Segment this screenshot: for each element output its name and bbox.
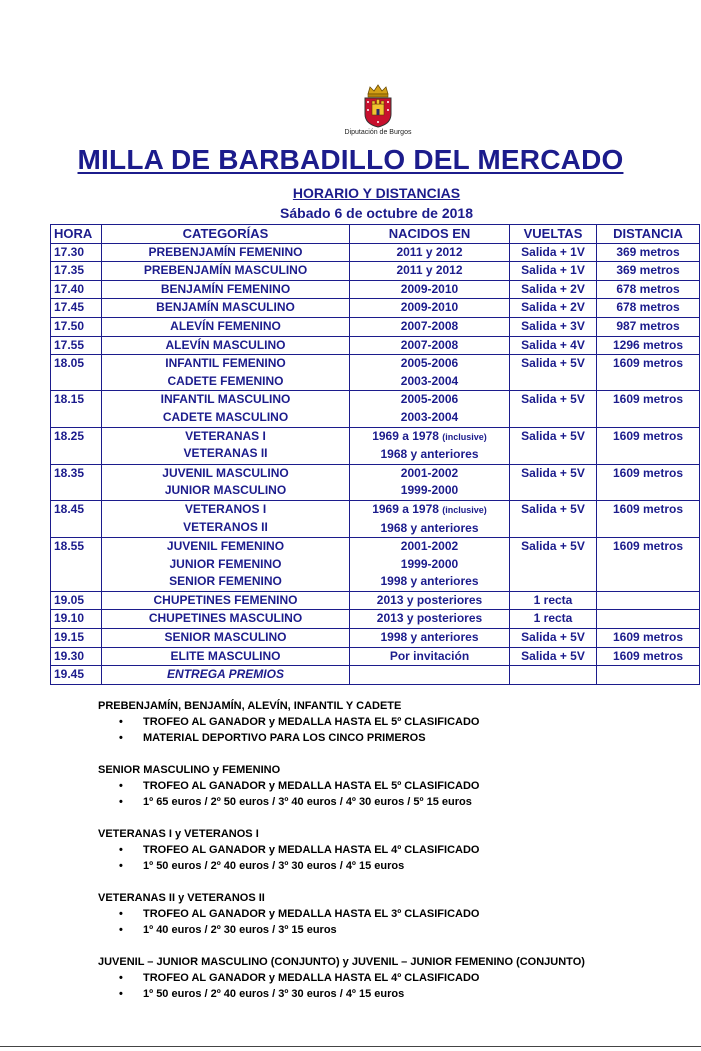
nacidos-text: 2007-2008 — [400, 318, 459, 333]
cell-vueltas: Salida + 3V — [510, 317, 597, 336]
prize-item-text: 1º 65 euros / 2º 50 euros / 3º 40 euros / 4º 30 euros / 5º 15 euros — [143, 796, 472, 808]
cell-vueltas: Salida + 5V — [510, 391, 597, 427]
prize-item-text: MATERIAL DEPORTIVO PARA LOS CINCO PRIMEROS — [143, 732, 426, 744]
table-row — [51, 538, 700, 592]
table-row — [51, 355, 700, 391]
bullet-icon: • — [119, 732, 123, 744]
nacidos-text: 2011 y 2012 — [396, 263, 463, 278]
prize-item-text: 1º 40 euros / 2º 30 euros / 3º 15 euros — [143, 924, 337, 936]
prize-item — [98, 922, 678, 938]
cell-nacidos — [350, 243, 510, 262]
nacidos-text: 1999-2000 — [400, 556, 459, 571]
cell-hora: 18.25 — [51, 427, 102, 464]
cell-vueltas: Salida + 1V — [510, 262, 597, 281]
cell-vueltas: Salida + 4V — [510, 336, 597, 355]
prizes-section — [98, 698, 678, 1018]
bullet-icon: • — [119, 860, 123, 872]
nacidos-line — [353, 538, 506, 556]
cell-hora: 19.30 — [51, 647, 102, 666]
prize-group-heading: VETERANAS I y VETERANOS I — [98, 828, 259, 840]
cell-distancia: 1609 metros — [597, 464, 700, 500]
nacidos-text: 2005-2006 — [400, 392, 459, 407]
cell-categoria — [102, 500, 350, 537]
bullet-icon: • — [119, 908, 123, 920]
categoria-line: JUNIOR MASCULINO — [164, 483, 287, 498]
nacidos-line — [353, 428, 506, 447]
table-header-row — [51, 225, 700, 244]
categoria-line: PREBENJAMÍN MASCULINO — [143, 263, 308, 278]
cell-nacidos — [350, 336, 510, 355]
nacidos-line — [353, 355, 506, 373]
nacidos-text: 1968 y anteriores — [380, 520, 479, 535]
cell-hora: 19.05 — [51, 591, 102, 610]
cell-categoria — [102, 591, 350, 610]
prize-group-heading: JUVENIL – JUNIOR MASCULINO (CONJUNTO) y JUVENIL – JUNIOR FEMENINO (CONJUNTO) — [98, 956, 585, 968]
page-title: MILLA DE BARBADILLO DEL MERCADO — [77, 144, 624, 175]
cell-distancia — [597, 610, 700, 629]
cell-hora: 18.35 — [51, 464, 102, 500]
bottom-divider — [0, 1046, 701, 1047]
table-row — [51, 280, 700, 299]
prize-item-text: TROFEO AL GANADOR y MEDALLA HASTA EL 5º CLASIFICADO — [143, 716, 480, 728]
nacidos-text: 2013 y posteriores — [376, 592, 483, 607]
bullet-icon: • — [119, 988, 123, 1000]
cell-categoria — [102, 464, 350, 500]
cell-distancia — [597, 666, 700, 685]
cell-distancia: 1296 metros — [597, 336, 700, 355]
nacidos-line — [353, 244, 506, 262]
cell-distancia: 369 metros — [597, 243, 700, 262]
cell-nacidos — [350, 538, 510, 592]
bullet-icon: • — [119, 972, 123, 984]
cell-hora: 19.15 — [51, 629, 102, 648]
table-row — [51, 629, 700, 648]
cell-distancia: 1609 metros — [597, 647, 700, 666]
categoria-line: JUVENIL FEMENINO — [166, 539, 285, 554]
cell-nacidos — [350, 666, 510, 685]
nacidos-text: 1998 y anteriores — [380, 630, 479, 645]
nacidos-line — [353, 373, 506, 391]
prize-item-text: 1º 50 euros / 2º 40 euros / 3º 30 euros / 4º 15 euros — [143, 988, 405, 1000]
cell-hora: 18.55 — [51, 538, 102, 592]
logo-caption: Diputación de Burgos — [344, 129, 412, 136]
categoria-line: BENJAMÍN MASCULINO — [156, 300, 295, 315]
bullet-icon: • — [119, 844, 123, 856]
column-header-categorias: CATEGORÍAS — [102, 225, 350, 244]
prize-group-heading: VETERANAS II y VETERANOS II — [98, 892, 265, 904]
table-row — [51, 647, 700, 666]
nacidos-line — [353, 648, 506, 666]
prize-group — [98, 762, 678, 810]
cell-categoria — [102, 538, 350, 592]
nacidos-text: 1999-2000 — [400, 483, 459, 498]
nacidos-line — [353, 610, 506, 628]
nacidos-text: 2009-2010 — [400, 300, 459, 315]
nacidos-line — [353, 446, 506, 464]
cell-distancia: 678 metros — [597, 280, 700, 299]
cell-categoria — [102, 647, 350, 666]
cell-categoria — [102, 610, 350, 629]
cell-hora: 17.50 — [51, 317, 102, 336]
prize-item — [98, 970, 678, 986]
nacidos-line — [353, 520, 506, 538]
cell-distancia: 1609 metros — [597, 391, 700, 427]
event-date: Sábado 6 de octubre de 2018 — [280, 205, 473, 221]
table-row — [51, 427, 700, 464]
categoria-line: VETERANOS I — [184, 501, 267, 516]
nacidos-line — [353, 465, 506, 483]
cell-categoria — [102, 355, 350, 391]
cell-hora: 18.05 — [51, 355, 102, 391]
schedule-table — [50, 224, 700, 685]
nacidos-line — [353, 629, 506, 647]
nacidos-text: 1998 y anteriores — [380, 574, 479, 589]
cell-nacidos — [350, 280, 510, 299]
categoria-line: ALEVÍN FEMENINO — [170, 318, 281, 333]
cell-categoria — [102, 391, 350, 427]
categoria-line: ENTREGA PREMIOS — [167, 667, 284, 682]
nacidos-line — [353, 262, 506, 280]
cell-vueltas: Salida + 5V — [510, 538, 597, 592]
cell-vueltas: 1 recta — [510, 610, 597, 629]
cell-hora: 17.30 — [51, 243, 102, 262]
cell-vueltas: Salida + 1V — [510, 243, 597, 262]
cell-nacidos — [350, 391, 510, 427]
cell-distancia: 1609 metros — [597, 629, 700, 648]
nacidos-text: 2013 y posteriores — [376, 611, 483, 626]
categoria-line: ALEVÍN MASCULINO — [165, 337, 286, 352]
table-row — [51, 500, 700, 537]
column-header-distancia: DISTANCIA — [597, 225, 700, 244]
categoria-line: BENJAMÍN FEMENINO — [160, 281, 291, 296]
nacidos-text: 1968 y anteriores — [380, 447, 479, 462]
prize-item — [98, 986, 678, 1002]
table-row — [51, 317, 700, 336]
cell-nacidos — [350, 464, 510, 500]
prize-item — [98, 906, 678, 922]
cell-categoria — [102, 299, 350, 318]
categoria-line: CADETE MASCULINO — [162, 409, 289, 424]
nacidos-line — [353, 501, 506, 520]
categoria-line: INFANTIL FEMENINO — [165, 356, 286, 371]
nacidos-text: 2005-2006 — [400, 356, 459, 371]
cell-nacidos — [350, 500, 510, 537]
categoria-line: CHUPETINES FEMENINO — [153, 592, 298, 607]
cell-hora: 18.15 — [51, 391, 102, 427]
diputacion-logo — [333, 84, 423, 136]
column-header-vueltas: VUELTAS — [510, 225, 597, 244]
categoria-line: PREBENJAMÍN FEMENINO — [148, 244, 303, 259]
table-row — [51, 336, 700, 355]
cell-categoria — [102, 629, 350, 648]
cell-hora: 17.40 — [51, 280, 102, 299]
nacidos-line — [353, 573, 506, 591]
nacidos-text: 2001-2002 — [400, 465, 459, 480]
prize-item — [98, 730, 678, 746]
cell-hora: 19.10 — [51, 610, 102, 629]
cell-nacidos — [350, 262, 510, 281]
nacidos-line — [353, 556, 506, 574]
categoria-line: CADETE FEMENINO — [167, 373, 284, 388]
cell-nacidos — [350, 610, 510, 629]
nacidos-note: (inclusive) — [442, 431, 487, 442]
cell-vueltas: Salida + 5V — [510, 464, 597, 500]
cell-nacidos — [350, 591, 510, 610]
bullet-icon: • — [119, 716, 123, 728]
prize-item-text: TROFEO AL GANADOR y MEDALLA HASTA EL 3º CLASIFICADO — [143, 908, 480, 920]
nacidos-line — [353, 409, 506, 427]
cell-distancia: 1609 metros — [597, 500, 700, 537]
nacidos-text: 2003-2004 — [400, 373, 459, 388]
cell-vueltas — [510, 666, 597, 685]
column-header-hora: HORA — [51, 225, 102, 244]
cell-distancia: 369 metros — [597, 262, 700, 281]
table-row — [51, 464, 700, 500]
cell-categoria — [102, 243, 350, 262]
nacidos-line — [353, 482, 506, 500]
nacidos-line — [353, 592, 506, 610]
prize-group — [98, 826, 678, 874]
categoria-line: JUVENIL MASCULINO — [162, 465, 289, 480]
nacidos-text: 2011 y 2012 — [396, 244, 463, 259]
bullet-icon: • — [119, 796, 123, 808]
categoria-line: CHUPETINES MASCULINO — [148, 611, 303, 626]
table-row — [51, 262, 700, 281]
cell-vueltas: Salida + 2V — [510, 280, 597, 299]
nacidos-line — [353, 281, 506, 299]
prize-item — [98, 794, 678, 810]
cell-categoria — [102, 427, 350, 464]
cell-vueltas: Salida + 5V — [510, 500, 597, 537]
table-row — [51, 391, 700, 427]
cell-vueltas: 1 recta — [510, 591, 597, 610]
cell-hora: 19.45 — [51, 666, 102, 685]
prize-item-text: 1º 50 euros / 2º 40 euros / 3º 30 euros / 4º 15 euros — [143, 860, 405, 872]
prize-item — [98, 842, 678, 858]
cell-distancia: 1609 metros — [597, 538, 700, 592]
cell-categoria — [102, 666, 350, 685]
categoria-line: VETERANAS II — [183, 446, 268, 461]
prize-group-heading: PREBENJAMÍN, BENJAMÍN, ALEVÍN, INFANTIL Y CADETE — [98, 700, 402, 712]
cell-distancia: 1609 metros — [597, 355, 700, 391]
nacidos-line — [353, 337, 506, 355]
prize-item — [98, 858, 678, 874]
cell-categoria — [102, 336, 350, 355]
cell-categoria — [102, 280, 350, 299]
categoria-line: SENIOR FEMENINO — [169, 574, 282, 589]
cell-nacidos — [350, 647, 510, 666]
prize-item-text: TROFEO AL GANADOR y MEDALLA HASTA EL 4º CLASIFICADO — [143, 972, 480, 984]
categoria-line: INFANTIL MASCULINO — [160, 392, 291, 407]
cell-distancia: 987 metros — [597, 317, 700, 336]
nacidos-text: 1969 a 1978 — [372, 501, 439, 516]
table-row — [51, 666, 700, 685]
nacidos-text: 2007-2008 — [400, 337, 459, 352]
nacidos-line — [353, 318, 506, 336]
table-row — [51, 243, 700, 262]
nacidos-text: 2001-2002 — [400, 539, 459, 554]
cell-distancia: 678 metros — [597, 299, 700, 318]
nacidos-text: 2009-2010 — [400, 281, 459, 296]
prize-item-text: TROFEO AL GANADOR y MEDALLA HASTA EL 4º CLASIFICADO — [143, 844, 480, 856]
cell-vueltas: Salida + 5V — [510, 355, 597, 391]
table-row — [51, 299, 700, 318]
cell-nacidos — [350, 427, 510, 464]
categoria-line: ELITE MASCULINO — [170, 648, 281, 663]
cell-distancia: 1609 metros — [597, 427, 700, 464]
cell-nacidos — [350, 317, 510, 336]
cell-vueltas: Salida + 5V — [510, 629, 597, 648]
nacidos-note: (inclusive) — [442, 504, 487, 515]
cell-hora: 17.45 — [51, 299, 102, 318]
cell-nacidos — [350, 355, 510, 391]
prize-group-heading: SENIOR MASCULINO y FEMENINO — [98, 764, 281, 776]
categoria-line: VETERANOS II — [183, 519, 268, 534]
cell-hora: 18.45 — [51, 500, 102, 537]
nacidos-text: 1969 a 1978 — [372, 428, 439, 443]
cell-distancia — [597, 591, 700, 610]
prize-group — [98, 890, 678, 938]
categoria-line: SENIOR MASCULINO — [164, 630, 287, 645]
prize-group — [98, 954, 678, 1002]
table-row — [51, 591, 700, 610]
cell-vueltas: Salida + 5V — [510, 647, 597, 666]
prize-item — [98, 778, 678, 794]
nacidos-text: 2003-2004 — [400, 409, 459, 424]
column-header-nacidos: NACIDOS EN — [350, 225, 510, 244]
cell-hora: 17.55 — [51, 336, 102, 355]
prize-item-text: TROFEO AL GANADOR y MEDALLA HASTA EL 5º CLASIFICADO — [143, 780, 480, 792]
prize-item — [98, 714, 678, 730]
cell-nacidos — [350, 299, 510, 318]
cell-categoria — [102, 262, 350, 281]
nacidos-text: Por invitación — [389, 648, 470, 663]
nacidos-line — [353, 391, 506, 409]
prize-group — [98, 698, 678, 746]
cell-hora: 17.35 — [51, 262, 102, 281]
cell-vueltas: Salida + 2V — [510, 299, 597, 318]
cell-nacidos — [350, 629, 510, 648]
cell-vueltas: Salida + 5V — [510, 427, 597, 464]
cell-categoria — [102, 317, 350, 336]
bullet-icon: • — [119, 780, 123, 792]
categoria-line: JUNIOR FEMENINO — [169, 556, 282, 571]
page-subtitle: HORARIO Y DISTANCIAS — [292, 185, 461, 201]
nacidos-line — [353, 299, 506, 317]
coat-of-arms-icon — [361, 84, 395, 128]
bullet-icon: • — [119, 924, 123, 936]
table-row — [51, 610, 700, 629]
categoria-line: VETERANAS I — [185, 428, 266, 443]
